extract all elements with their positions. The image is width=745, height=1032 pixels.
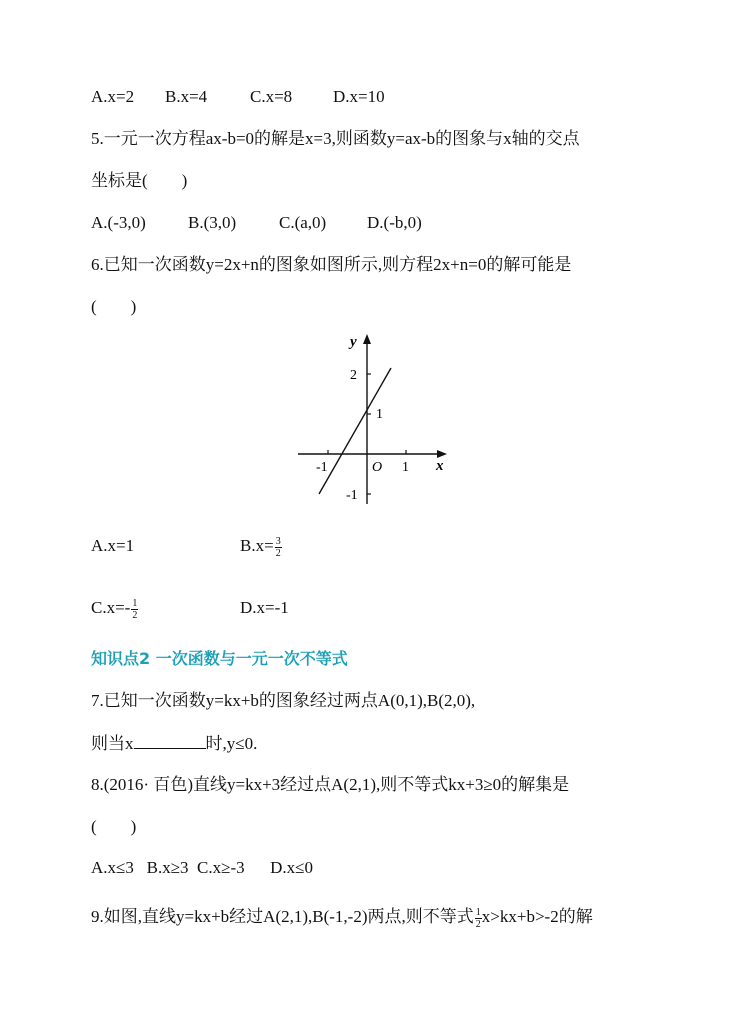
q6-option-c-fraction	[131, 598, 138, 621]
q4-option-a: A.x=2	[91, 87, 135, 106]
q7-answer-blank[interactable]	[134, 732, 206, 749]
q9-line1-start: 9.如图,直线y=kx+b经过A(2,1),B(-1,-2)两点,则不等式	[91, 907, 474, 926]
q4-option-c: C.x=8	[250, 87, 293, 106]
q8-stem-line1: 8.(2016· 百色)直线y=kx+3经过点A(2,1),则不等式kx+3≥0的解集是	[91, 775, 570, 794]
q4-option-b: B.x=4	[165, 87, 208, 106]
q9-line1-end: x>kx+b>-2的解	[481, 907, 593, 926]
q6-option-d: D.x=-1	[240, 598, 289, 617]
q7-line2-end: 时,y≤0.	[205, 734, 258, 753]
section-title: 知识点2 一次函数与一元一次不等式	[91, 649, 348, 668]
q5-stem-line1: 5.一元一次方程ax-b=0的解是x=3,则函数y=ax-b的图象与x轴的交点	[91, 129, 580, 148]
tick-label-x-neg1: -1	[316, 460, 328, 475]
x-axis-label: x	[436, 458, 444, 474]
q6-option-c-prefix: C.x=-	[91, 598, 131, 617]
q6-stem-line1: 6.已知一次函数y=2x+n的图象如图所示,则方程2x+n=0的解可能是	[91, 255, 572, 274]
q6-option-b-fraction	[275, 536, 282, 559]
y-axis-arrow	[363, 334, 371, 344]
q6-function-graph	[290, 328, 460, 510]
x-axis-arrow	[437, 450, 447, 458]
q9-stem-line1	[91, 906, 593, 930]
q6-option-b-prefix: B.x=	[240, 536, 274, 555]
q4-option-d: D.x=10	[333, 87, 385, 106]
q5-option-b: B.(3,0)	[188, 213, 237, 232]
origin-label: O	[372, 460, 383, 475]
q5-option-c: C.(a,0)	[279, 213, 327, 232]
q8-options: A.x≤3 B.x≥3 C.x≥-3 D.x≤0	[91, 858, 313, 877]
q6-stem-line2: ( )	[91, 297, 137, 316]
tick-label-y-neg1: -1	[346, 488, 358, 503]
q7-stem-line1: 7.已知一次函数y=kx+b的图象经过两点A(0,1),B(2,0),	[91, 691, 476, 710]
q6-option-b	[240, 535, 282, 559]
fraction-denominator: 2	[475, 918, 481, 930]
q5-option-a: A.(-3,0)	[91, 213, 146, 232]
tick-label-y-2: 2	[350, 368, 357, 383]
q7-stem-line2	[91, 732, 257, 755]
q8-stem-line2: ( )	[91, 817, 137, 836]
fraction-numerator: 1	[475, 906, 481, 918]
tick-label-y-1: 1	[376, 407, 383, 422]
y-axis-label: y	[350, 334, 357, 350]
fraction-numerator: 3	[275, 535, 281, 547]
q5-stem-line2: 坐标是( )	[91, 171, 188, 190]
q9-fraction	[475, 907, 482, 930]
q7-line2-start: 则当x	[91, 734, 134, 753]
tick-label-x-1: 1	[402, 460, 409, 475]
q6-option-a: A.x=1	[91, 536, 135, 555]
q5-option-d: D.(-b,0)	[367, 213, 422, 232]
q6-option-c	[91, 597, 138, 621]
fraction-denominator: 2	[132, 609, 138, 621]
fraction-denominator: 2	[275, 547, 281, 559]
function-line	[319, 368, 391, 494]
fraction-numerator: 1	[132, 597, 138, 609]
